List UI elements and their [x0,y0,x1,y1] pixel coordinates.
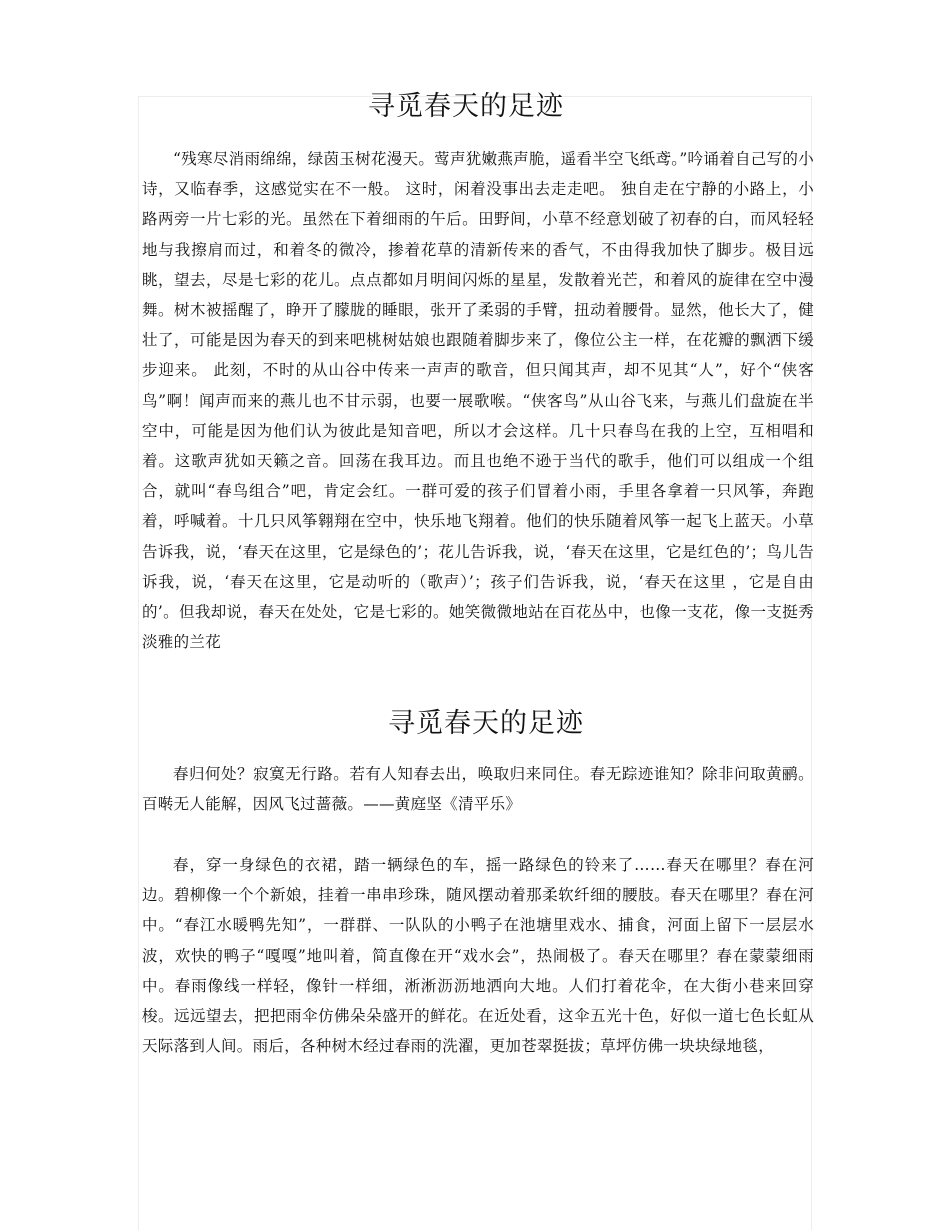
epigraph-quote: 春归何处？寂寞无行路。若有人知春去出，唤取归来同住。春无踪迹谁知？除非问取黄鹂。百啭无人能解，因风飞过蔷薇。——黄庭坚《清平乐》 [142,765,814,814]
essay-paragraph-1: “残寒尽消雨绵绵，绿茵玉树花漫天。莺声犹嫩燕声脆，遥看半空飞纸鸢。”吟诵着自己写的小诗，又临春季，这感觉实在不一般。 这时，闲着没事出去走走吧。 独自走在宁静的小路上，小路两旁一片七彩的光。虽然在下着细雨的午后。田野间，小草不经意划破了初春的白，而风轻轻地与我擦肩而过，和着冬的微冷，掺着花草的清新传来的香气，不由得我加快了脚步。极目远眺，望去，尽是七彩的花儿。点点都如月明间闪烁的星星，发散着光芒，和着风的旋律在空中漫舞。树木被摇醒了，睁开了朦胧的睡眼，张开了柔弱的手臂，扭动着腰骨。显然，他长大了，健壮了，可能是因为春天的到来吧桃树姑娘也跟随着脚步来了，像位公主一样，在花瓣的飘洒下缓步迎来。 此刻，不时的从山谷中传来一声声的歌音，但只闻其声，却不见其“人”，好个“侠客鸟”啊！闻声而来的燕儿也不甘示弱，也要一展歌喉。“侠客鸟”从山谷飞来，与燕儿们盘旋在半空中，可能是因为他们认为彼此是知音吧，所以才会这样。几十只春鸟在我的上空，互相唱和着。这歌声犹如天籁之音。回荡在我耳边。而且也绝不逊于当代的歌手，他们可以组成一个组合，就叫“春鸟组合”吧，肯定会红。一群可爱的孩子们冒着小雨，手里各拿着一只风筝，奔跑着，呼喊着。十几只风筝翱翔在空中，快乐地飞翔着。他们的快乐随着风筝一起飞上蓝天。小草告诉我，说，‘春天在这里，它是绿色的’；花儿告诉我，说，‘春天在这里，它是红色的’；鸟儿告诉我，说，‘春天在这里，它是动听的（歌声）’；孩子们告诉我，说，‘春天在这里 ，它是自由的’。但我却说，春天在处处，它是七彩的。她笑微微地站在百花丛中，也像一支花，像一支挺秀淡雅的兰花 [142,150,814,652]
essay-title-1: 寻觅春天的足迹 [368,91,564,122]
essay-title-2: 寻觅春天的足迹 [388,708,584,739]
essay-paragraph-2: 春，穿一身绿色的衣裙，踏一辆绿色的车，摇一路绿色的铃来了……春天在哪里？春在河边。碧柳像一个个新娘，挂着一串串珍珠，随风摆动着那柔软纤细的腰肢。春天在哪里？春在河中。“春江水暖鸭先知”，一群群、一队队的小鸭子在池塘里戏水、捕食，河面上留下一层层水波，欢快的鸭子“嘎嘎”地叫着，简直像在开“戏水会”，热闹极了。春天在哪里？春在蒙蒙细雨中。春雨像线一样轻，像针一样细，淅淅沥沥地洒向大地。人们打着花伞，在大街小巷来回穿梭。远远望去，把把雨伞仿佛朵朵盛开的鲜花。在近处看，这伞五光十色，好似一道七色长虹从天际落到人间。雨后，各种树木经过春雨的洗濯，更加苍翠挺拔；草坪仿佛一块块绿地毯， [142,856,814,1056]
document-page [138,91,814,1230]
